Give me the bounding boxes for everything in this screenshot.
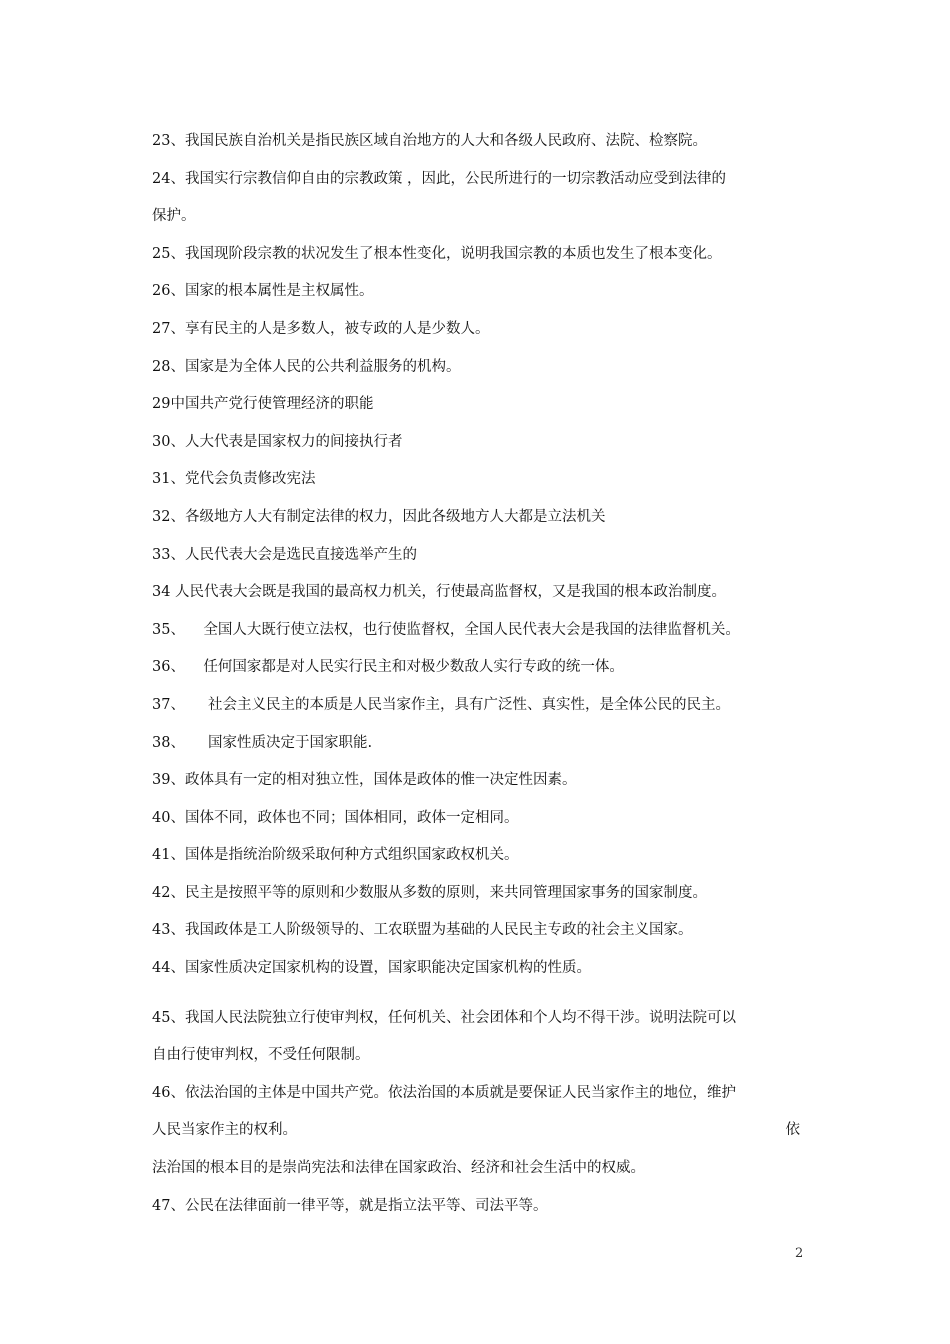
statement-25: 25、我国现阶段宗教的状况发生了根本性变化，说明我国宗教的本质也发生了根本变化。 — [152, 245, 722, 262]
statement-33: 33、人民代表大会是选民直接选举产生的 — [152, 546, 417, 563]
statement-34: 34 人民代表大会既是我国的最高权力机关，行使最高监督权，又是我国的根本政治制度。 — [152, 584, 727, 601]
statement-43: 43、我国政体是工人阶级领导的、工农联盟为基础的人民民主专政的社会主义国家。 — [152, 922, 693, 939]
statement-46-line-3: 法治国的根本目的是崇尚宪法和法律在国家政治、经济和社会生活中的权威。 — [152, 1160, 645, 1177]
statement-26: 26、国家的根本属性是主权属性。 — [152, 283, 374, 300]
statement-42: 42、民主是按照平等的原则和少数服从多数的原则，来共同管理国家事务的国家制度。 — [152, 884, 707, 901]
statement-28: 28、国家是为全体人民的公共利益服务的机构。 — [152, 358, 461, 375]
statement-24-line-2: 保护。 — [152, 208, 196, 225]
statement-44: 44、国家性质决定国家机构的设置，国家职能决定国家机构的性质。 — [152, 960, 591, 977]
statement-45-line-2: 自由行使审判权，不受任何限制。 — [152, 1047, 370, 1064]
statement-46-line-2-text: 人民当家作主的权利。 — [152, 1122, 297, 1139]
statement-46-line-2-tail: 依 — [785, 1122, 800, 1139]
statement-27: 27、享有民主的人是多数人，被专政的人是少数人。 — [152, 320, 490, 337]
statement-24-line-1: 24、我国实行宗教信仰自由的宗教政策 ，因此，公民所进行的一切宗教活动应受到法律的 — [152, 170, 727, 187]
statement-37: 37、 社会主义民主的本质是人民当家作主，具有广泛性、真实性，是全体公民的民主。 — [152, 696, 730, 713]
statement-35: 35、 全国人大既行使立法权，也行使监督权，全国人民代表大会是我国的法律监督机关。 — [152, 621, 740, 638]
statement-41: 41、国体是指统治阶级采取何种方式组织国家政权机关。 — [152, 847, 519, 864]
statement-30: 30、人大代表是国家权力的间接执行者 — [152, 433, 403, 450]
statement-47: 47、公民在法律面前一律平等，就是指立法平等、司法平等。 — [152, 1197, 548, 1214]
statement-38: 38、 国家性质决定于国家职能. — [152, 734, 373, 751]
statement-39: 39、政体具有一定的相对独立性，国体是政体的惟一决定性因素。 — [152, 772, 577, 789]
statement-23: 23、我国民族自治机关是指民族区域自治地方的人大和各级人民政府、法院、检察院。 — [152, 133, 707, 149]
statement-29: 29中国共产党行使管理经济的职能 — [152, 396, 374, 413]
statement-40: 40、国体不同，政体也不同；国体相同，政体一定相同。 — [152, 809, 519, 826]
statement-46-line-2 — [152, 1112, 800, 1150]
statement-32: 32、各级地方人大有制定法律的权力，因此各级地方人大都是立法机关 — [152, 508, 606, 525]
statement-45-line-1: 45、我国人民法院独立行使审判权，任何机关、社会团体和个人均不得干涉。说明法院可以 — [152, 1009, 736, 1026]
statement-36: 36、 任何国家都是对人民实行民主和对极少数敌人实行专政的统一体。 — [152, 659, 624, 676]
paragraph-gap — [152, 988, 812, 1000]
statement-46-line-1: 46、依法治国的主体是中国共产党。依法治国的本质就是要保证人民当家作主的地位，维护 — [152, 1084, 736, 1101]
page-number: 2 — [795, 1246, 804, 1261]
document-body — [152, 123, 812, 1225]
statement-31: 31、党代会负责修改宪法 — [152, 471, 316, 488]
